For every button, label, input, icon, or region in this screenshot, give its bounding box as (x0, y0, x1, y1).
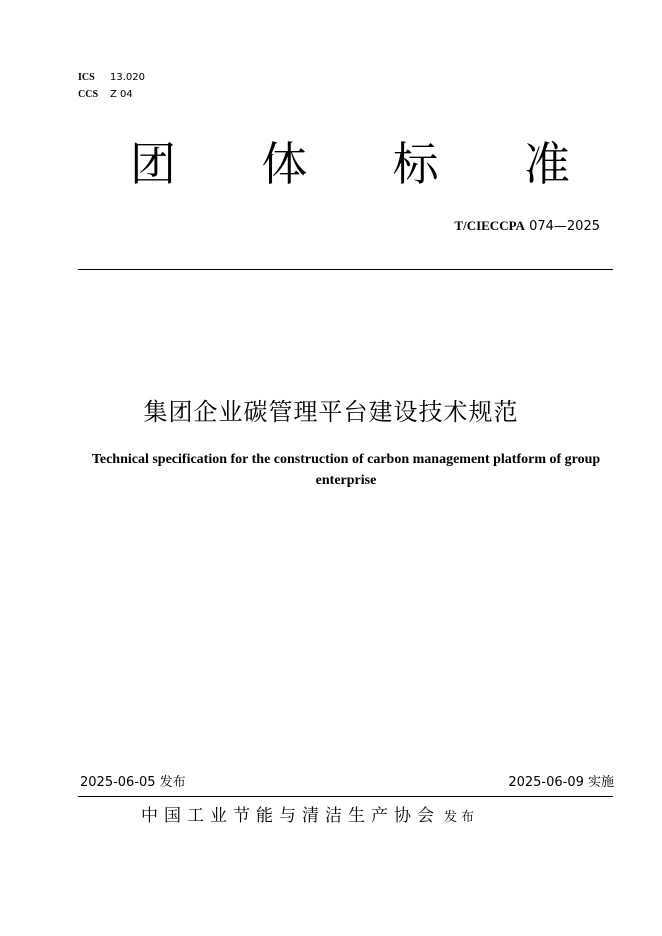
ccs-code (78, 89, 133, 101)
publisher-name: 中国工业节能与清洁生产协会 (141, 806, 440, 826)
ics-label: ICS (78, 72, 95, 83)
document-title-chinese: 集团企业碳管理平台建设技术规范 (143, 398, 519, 426)
standard-number (454, 218, 600, 235)
standard-type-heading (130, 136, 570, 192)
document-title-english: Technical specification for the construction of carbon management platform of group enterprise (91, 452, 601, 488)
ccs-label: CCS (78, 89, 99, 100)
standard-type-char: 体 (261, 137, 308, 191)
implementation-date: 2025-06-09 实施 (508, 775, 614, 790)
publish-date: 2025-06-05 发布 (80, 775, 186, 790)
ics-code (78, 72, 145, 84)
standard-number-prefix: T/CIECCPA (454, 218, 525, 233)
standard-type-char: 准 (523, 137, 570, 191)
publisher-line (141, 804, 478, 830)
header-divider (78, 269, 613, 270)
standard-type-char: 标 (392, 137, 439, 191)
standard-number-suffix: 074—2025 (529, 219, 600, 234)
publisher-action: 发布 (444, 810, 479, 825)
footer-divider (78, 796, 613, 797)
ccs-value: Z 04 (110, 89, 133, 100)
ics-value: 13.020 (110, 72, 145, 83)
standard-type-char: 团 (130, 137, 176, 191)
